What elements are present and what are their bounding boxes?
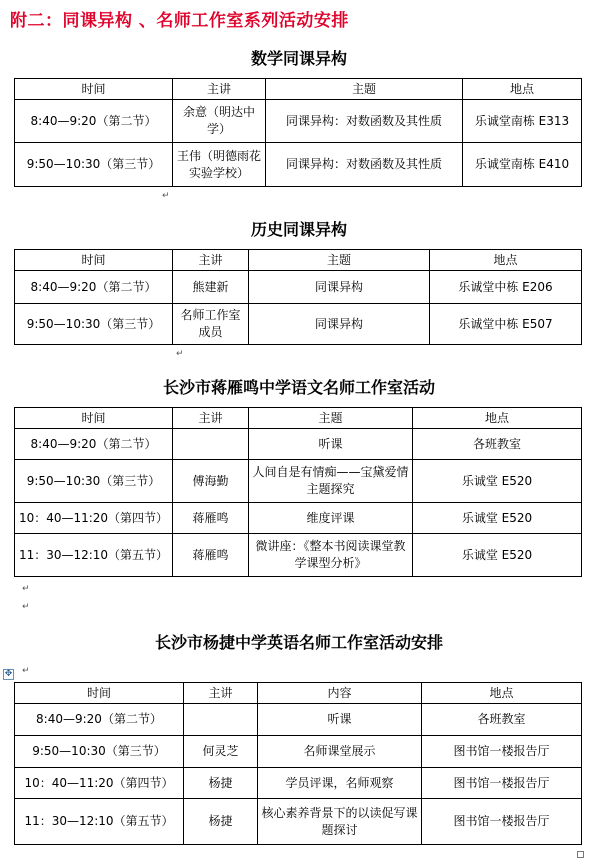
location-cell: 乐诚堂中栋 E507 xyxy=(430,304,582,345)
speaker-cell: 何灵芝 xyxy=(184,736,258,768)
time-cell: 8:40—9:20（第二节） xyxy=(15,271,173,304)
time-cell: 10：40—11:20（第四节） xyxy=(15,768,184,799)
topic-cell: 同课异构：对数函数及其性质 xyxy=(266,100,463,143)
speaker-cell: 蒋雁鸣 xyxy=(173,534,249,577)
content-cell: 核心素养背景下的以读促写课题探讨 xyxy=(258,799,422,845)
location-cell: 乐诚堂 E520 xyxy=(413,534,582,577)
speaker-cell: 杨捷 xyxy=(184,799,258,845)
header-cell: 地点 xyxy=(463,79,582,100)
section-title-chinese: 长沙市蒋雁鸣中学语文名师工作室活动 xyxy=(162,378,435,397)
location-cell: 乐诚堂 E520 xyxy=(413,503,582,534)
location-cell: 乐诚堂 E520 xyxy=(413,460,582,503)
topic-cell: 维度评课 xyxy=(249,503,413,534)
section-title-history: 历史同课异构 xyxy=(250,220,347,239)
paragraph-mark: ↵ xyxy=(22,666,30,676)
time-cell: 8:40—9:20（第二节） xyxy=(15,429,173,460)
time-cell: 9:50—10:30（第三节） xyxy=(15,460,173,503)
speaker-cell: 傅海勤 xyxy=(173,460,249,503)
time-cell: 11：30—12:10（第五节） xyxy=(15,534,173,577)
header-cell: 地点 xyxy=(430,250,582,271)
paragraph-mark: ↵ xyxy=(22,584,30,594)
section-title-math: 数学同课异构 xyxy=(250,49,347,68)
chinese-workshop-table xyxy=(14,407,582,577)
table-row xyxy=(15,143,582,187)
table-row xyxy=(15,736,582,768)
time-cell: 9:50—10:30（第三节） xyxy=(15,143,173,187)
header-cell: 主讲 xyxy=(184,683,258,704)
table-row xyxy=(15,100,582,143)
header-cell: 主讲 xyxy=(173,408,249,429)
location-cell: 各班教室 xyxy=(422,704,582,736)
topic-cell: 人间自是有情痴——宝黛爱情主题探究 xyxy=(249,460,413,503)
history-schedule-table xyxy=(14,249,582,345)
table-row xyxy=(15,799,582,845)
table-row xyxy=(15,304,582,345)
header-cell: 时间 xyxy=(15,79,173,100)
time-cell: 9:50—10:30（第三节） xyxy=(15,736,184,768)
content-cell: 名师课堂展示 xyxy=(258,736,422,768)
topic-cell: 同课异构：对数函数及其性质 xyxy=(266,143,463,187)
table-row xyxy=(15,534,582,577)
table-row xyxy=(15,271,582,304)
table-row xyxy=(15,768,582,799)
table-header-row xyxy=(15,408,582,429)
header-cell: 主题 xyxy=(249,250,430,271)
speaker-cell xyxy=(173,429,249,460)
time-cell: 8:40—9:20（第二节） xyxy=(15,100,173,143)
speaker-cell: 蒋雁鸣 xyxy=(173,503,249,534)
time-cell: 9:50—10:30（第三节） xyxy=(15,304,173,345)
paragraph-mark: ↵ xyxy=(176,349,184,359)
topic-cell: 微讲座：《整本书阅读课堂教学课型分析》 xyxy=(249,534,413,577)
section-title-english: 长沙市杨捷中学英语名师工作室活动安排 xyxy=(154,633,443,652)
header-cell: 主题 xyxy=(266,79,463,100)
location-cell: 图书馆一楼报告厅 xyxy=(422,736,582,768)
speaker-cell: 熊建新 xyxy=(173,271,249,304)
header-cell: 主讲 xyxy=(173,79,266,100)
time-cell: 11：30—12:10（第五节） xyxy=(15,799,184,845)
time-cell: 8:40—9:20（第二节） xyxy=(15,704,184,736)
speaker-cell: 余意（明达中学） xyxy=(173,100,266,143)
topic-cell: 同课异构 xyxy=(249,271,430,304)
topic-cell: 听课 xyxy=(249,429,413,460)
location-cell: 乐诚堂中栋 E206 xyxy=(430,271,582,304)
table-header-row xyxy=(15,250,582,271)
speaker-cell: 名师工作室成员 xyxy=(173,304,249,345)
paragraph-mark: ↵ xyxy=(22,602,30,612)
table-move-handle-icon[interactable]: ✥ xyxy=(4,669,13,679)
speaker-cell: 杨捷 xyxy=(184,768,258,799)
paragraph-mark: ↵ xyxy=(162,191,170,201)
content-cell: 听课 xyxy=(258,704,422,736)
speaker-cell: 王伟（明德雨花实验学校） xyxy=(173,143,266,187)
header-cell: 主题 xyxy=(249,408,413,429)
table-row xyxy=(15,429,582,460)
table-row xyxy=(15,704,582,736)
math-schedule-table xyxy=(14,78,582,187)
table-row xyxy=(15,460,582,503)
location-cell: 乐诚堂南栋 E410 xyxy=(463,143,582,187)
header-cell: 主讲 xyxy=(173,250,249,271)
table-row xyxy=(15,503,582,534)
header-cell: 时间 xyxy=(15,683,184,704)
speaker-cell xyxy=(184,704,258,736)
topic-cell: 同课异构 xyxy=(249,304,430,345)
document-title: 附二：同课异构 、名师工作室系列活动安排 xyxy=(10,11,349,31)
location-cell: 乐诚堂南栋 E313 xyxy=(463,100,582,143)
header-cell: 内容 xyxy=(258,683,422,704)
english-workshop-table xyxy=(14,682,582,845)
content-cell: 学员评课，名师观察 xyxy=(258,768,422,799)
table-header-row xyxy=(15,683,582,704)
location-cell: 图书馆一楼报告厅 xyxy=(422,799,582,845)
location-cell: 图书馆一楼报告厅 xyxy=(422,768,582,799)
header-cell: 地点 xyxy=(422,683,582,704)
header-cell: 时间 xyxy=(15,250,173,271)
header-cell: 时间 xyxy=(15,408,173,429)
table-resize-handle[interactable] xyxy=(577,851,584,858)
location-cell: 各班教室 xyxy=(413,429,582,460)
time-cell: 10：40—11:20（第四节） xyxy=(15,503,173,534)
table-header-row xyxy=(15,79,582,100)
header-cell: 地点 xyxy=(413,408,582,429)
